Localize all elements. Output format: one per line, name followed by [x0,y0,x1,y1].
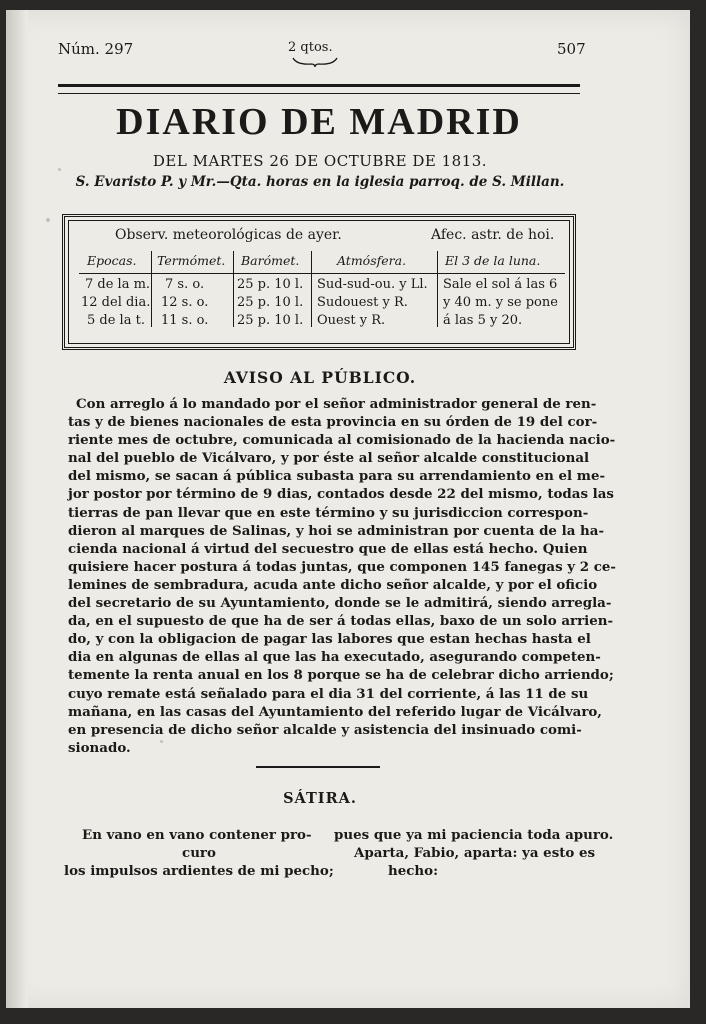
ink-speck [58,168,61,171]
saint-of-day: S. Evaristo P. y Mr.—Qta. horas en la iglesia parroq. de S. Millan. [75,174,565,190]
row-atmos: Sudouest y R. [317,295,408,310]
row-termo: 12 s. o. [161,295,209,310]
column-divider [437,251,438,327]
verse-line: los impulsos ardientes de mi pecho; [64,863,334,879]
verse-right-column [334,826,614,880]
aviso-line: temente la renta anual en los 8 porque se ha de celebrar dicho arriendo; [68,667,614,684]
aviso-line: jor postor por término de 9 dias, contados desde 22 del mismo, todas las [68,486,614,503]
aviso-line: dieron al marques de Salinas, y hoi se administran por cuenta de la ha- [68,522,605,539]
aviso-line: lemines de sembradura, acuda ante dicho señor alcalde, y por el oficio [68,576,598,593]
row-termo: 7 s. o. [165,277,205,292]
verse-left-column [64,826,334,880]
price: 2 qtos. [288,40,333,55]
ink-speck [160,740,163,743]
col-header-termometro: Termómet. [157,253,226,268]
row-epoca: 12 del dia. [81,295,151,310]
page-binding-shadow [6,10,28,1008]
aviso-line: da, en el supuesto de que ha de ser á todas ellas, baxo de un solo arrien- [68,613,614,630]
row-atmos: Sud-sud-ou. y Ll. [317,277,428,292]
weather-title: Observ. meteorológicas de ayer. [115,227,342,243]
aviso-line: del mismo, se sacan á pública subasta para su arrendamiento en el me- [68,468,606,485]
aviso-line: Con arreglo á lo mandado por el señor administrador general de ren- [76,396,597,412]
astro-line: y 40 m. y se pone [443,295,558,310]
dateline: DEL MARTES 26 DE OCTUBRE DE 1813. [152,152,488,170]
col-header-atmosfera: Atmósfera. [337,253,407,268]
aviso-line: cienda nacional á virtud del secuestro que de ellas está hecho. Quien [68,540,588,557]
aviso-line: en presencia de dicho señor alcalde y asistencia del insinuado comi- [68,721,582,738]
column-divider [233,251,234,327]
col-header-epocas: Epocas. [87,253,137,268]
row-termo: 11 s. o. [161,313,209,328]
verse-line: curo [182,845,216,861]
column-divider [311,251,312,327]
row-atmos: Ouest y R. [317,313,386,328]
row-baro: 25 p. 10 l. [237,313,304,328]
row-epoca: 7 de la m. [85,277,151,292]
aviso-line: tas y de bienes nacionales de esta provincia en su órden de 19 del cor- [68,414,598,431]
astro-line: Sale el sol á las 6 [443,277,558,292]
astro-line: á las 5 y 20. [443,313,523,328]
aviso-line: sionado. [68,739,131,756]
aviso-line: dia en algunas de ellas al que las ha executado, asegurando competen- [68,649,601,666]
col-header-barometro: Barómet. [241,253,300,268]
aviso-line: do, y con la obligacion de pagar las labores que estan hechas hasta el [68,631,591,648]
satira-heading: SÁTIRA. [283,790,357,807]
aviso-line: cuyo remate está señalado para el dia 31 del corriente, á las 11 de su [68,685,589,702]
row-baro: 25 p. 10 l. [237,295,304,310]
aviso-line: tierras de pan llevar que en este término y su jurisdiccion correspon- [68,504,589,521]
aviso-line: quisiere hacer postura á todas juntas, que componen 145 fanegas y 2 ce- [68,558,616,575]
header-rule [58,84,580,94]
aviso-heading: AVISO AL PÚBLICO. [223,368,417,387]
row-epoca: 5 de la t. [87,313,145,328]
masthead-title: DIARIO DE MADRID [116,101,522,143]
verse-line: hecho: [388,863,439,879]
aviso-line: nal del pueblo de Vicálvaro, y por éste al señor alcalde constitucional [68,450,590,467]
aviso-line: mañana, en las casas del Ayuntamiento del referido lugar de Vicálvaro, [68,703,602,720]
aviso-body [68,395,616,757]
astro-title: Afec. astr. de hoi. [431,227,555,243]
row-baro: 25 p. 10 l. [237,277,304,292]
aviso-line: riente mes de octubre, comunicada al comisionado de la hacienda nacio- [68,432,616,449]
verse-line: Aparta, Fabio, aparta: ya esto es [354,845,596,861]
verse-line: pues que ya mi paciencia toda apuro. [334,827,614,843]
ink-speck [46,218,50,222]
column-divider [151,251,152,327]
brace-ornament [291,56,339,68]
col-header-luna: El 3 de la luna. [445,253,541,268]
section-rule [256,766,380,768]
issue-number: Núm. 297 [58,40,134,58]
aviso-line: del secretario de su Ayuntamiento, donde se le admitirá, siendo arregla- [68,595,612,612]
weather-table [62,214,576,350]
verse-line: En vano en vano contener pro- [82,827,312,843]
page-number: 507 [557,40,586,58]
